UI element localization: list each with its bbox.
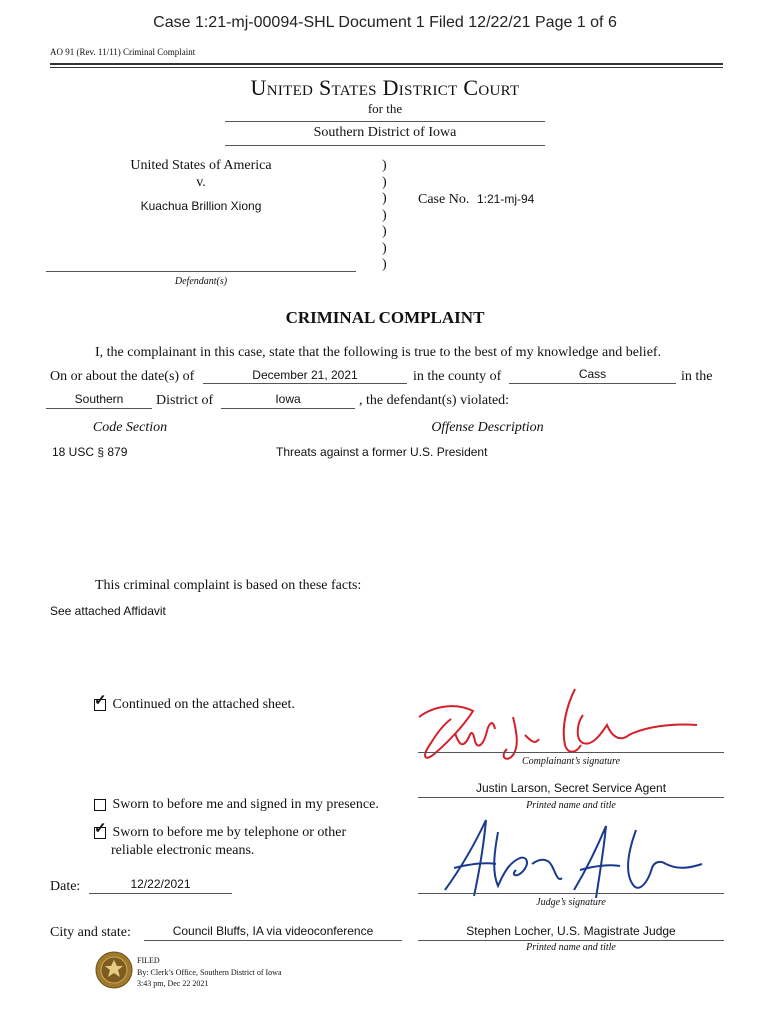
date-prefix: On or about the date(s) of (50, 369, 195, 384)
caption-versus: v. (196, 175, 206, 190)
caption-plaintiff: United States of America (130, 158, 272, 173)
district-rule-bottom (225, 145, 545, 146)
judge-name-rule (418, 940, 724, 941)
form-id: AO 91 (Rev. 11/11) Criminal Complaint (50, 47, 196, 57)
city-state-rule (144, 940, 402, 941)
code-section-label: Code Section (92, 420, 168, 435)
city-state-value: Council Bluffs, IA via videoconference (172, 924, 374, 938)
defendant-rule (46, 271, 356, 272)
date-signed-value: 12/22/2021 (130, 877, 191, 891)
court-for-the: for the (367, 101, 403, 116)
complainant-signature-label: Complainant’s signature (521, 756, 621, 767)
filed-stamp-title: FILED (137, 956, 160, 965)
code-section-value: 18 USC § 879 (52, 445, 128, 459)
complainant-printed-name: Justin Larson, Secret Service Agent (475, 781, 667, 795)
complainant-name-rule (418, 797, 724, 798)
sworn-telephone-checkbox[interactable] (94, 820, 107, 839)
facts-intro: This criminal complaint is based on these facts: (95, 578, 362, 593)
district-name: Southern (74, 392, 124, 406)
offense-label: Offense Description (431, 420, 544, 435)
judge-printed-name: Stephen Locher, U.S. Magistrate Judge (466, 924, 676, 938)
filed-stamp-clerk: By: Clerk’s Office, Southern District of Iowa (137, 967, 282, 977)
county-prefix: in the county of (413, 369, 502, 384)
complainant-signature-rule (418, 752, 724, 753)
court-seal-icon (95, 951, 133, 989)
court-title: United States District Court (250, 75, 520, 100)
sworn-telephone-label-line2: reliable electronic means. (111, 843, 255, 858)
complaint-intro: I, the complainant in this case, state that the following is true to the best of my knowledge and belief. (95, 345, 662, 360)
facts-value: See attached Affidavit (50, 604, 166, 618)
filed-stamp-time: 3:43 pm, Dec 22 2021 (137, 979, 209, 988)
county-rule (509, 383, 676, 384)
sworn-in-presence-label: Sworn to before me and signed in my presence. (112, 797, 379, 812)
date-value: December 21, 2021 (252, 368, 358, 382)
check-mark-icon: ✓ (94, 820, 107, 837)
sworn-telephone-label: Sworn to before me by telephone or other (112, 825, 347, 840)
complainant-printed-label: Printed name and title (526, 800, 616, 811)
city-state-label: City and state: (50, 925, 131, 940)
sworn-in-presence-row (94, 797, 379, 813)
judge-signature-label: Judge’s signature (536, 897, 606, 908)
district-of-label: District of (156, 393, 214, 408)
continued-row (94, 692, 295, 713)
county-value: Cass (578, 367, 607, 381)
header-rule-thin (50, 67, 723, 68)
date-label: Date: (50, 879, 81, 894)
case-no-value: 1:21-mj-94 (477, 192, 535, 206)
paren: ) (382, 257, 387, 272)
district-rule-top (225, 121, 545, 122)
case-header-stamp: Case 1:21-mj-00094-SHL Document 1 Filed 12/22/21 Page 1 of 6 (153, 14, 617, 31)
judge-signature-rule (418, 893, 724, 894)
paren: ) (382, 240, 387, 256)
continued-label: Continued on the attached sheet. (112, 697, 295, 712)
defendant-label: Defendant(s) (174, 276, 228, 287)
state-rule (221, 408, 355, 409)
check-mark-icon: ✓ (94, 692, 107, 709)
court-district: Southern District of Iowa (313, 125, 457, 140)
paren: ) (382, 207, 387, 223)
header-rule-thick (50, 63, 723, 65)
offense-value: Threats against a former U.S. President (276, 445, 488, 459)
paren: ) (382, 174, 387, 190)
county-suffix: in the (681, 369, 713, 384)
caption-parens (382, 158, 387, 274)
filed-stamp (137, 955, 282, 990)
date-rule (203, 383, 407, 384)
paren: ) (382, 158, 387, 173)
complaint-heading: CRIMINAL COMPLAINT (285, 308, 485, 327)
paren: ) (382, 191, 387, 206)
sworn-in-presence-checkbox[interactable] (94, 799, 106, 811)
sworn-telephone-row (94, 820, 347, 841)
continued-checkbox[interactable] (94, 692, 107, 711)
case-no-label: Case No. (418, 192, 470, 207)
date-signed-rule (89, 893, 232, 894)
caption-defendant: Kuachua Brillion Xiong (140, 199, 262, 213)
paren: ) (382, 224, 387, 239)
violated-label: , the defendant(s) violated: (359, 393, 510, 408)
district-name-rule (46, 408, 152, 409)
judge-printed-label: Printed name and title (526, 942, 616, 953)
state-value: Iowa (275, 392, 301, 406)
